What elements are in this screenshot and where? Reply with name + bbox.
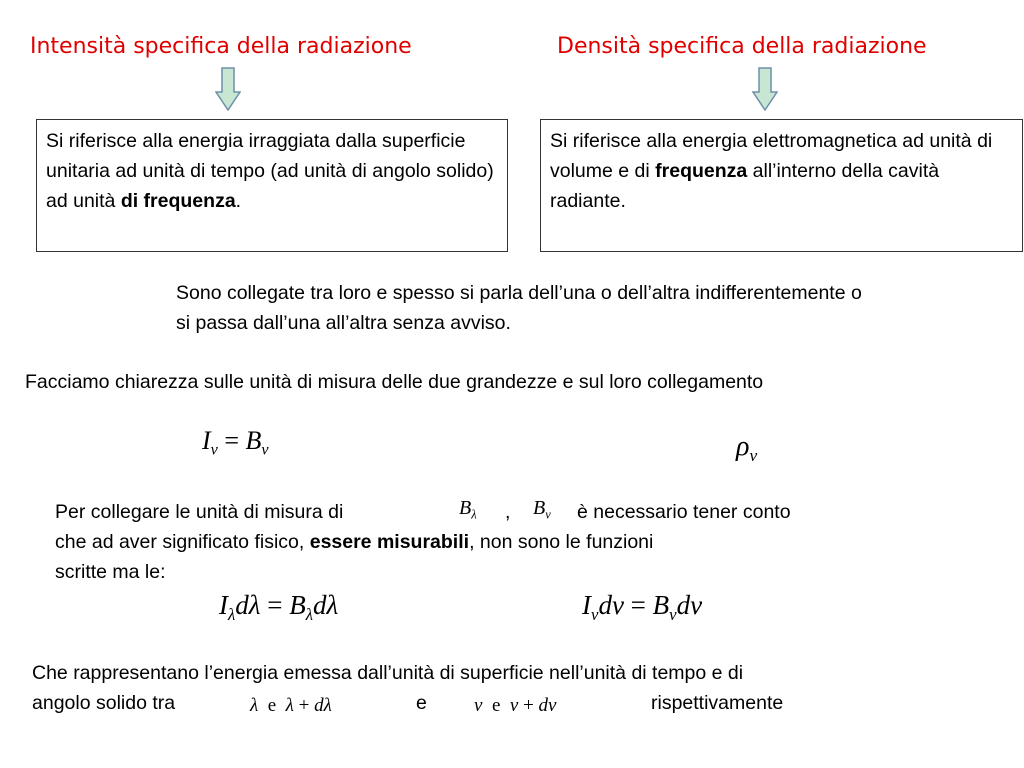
- symbol-b-nu: $B_\nu$: [533, 497, 551, 522]
- box-left-text: Si riferisce alla energia irraggiata dalla superficie unitaria ad unità di tempo (ad unità di angolo solido) ad unità: [46, 130, 494, 212]
- paragraph-rappresentano-line2: angolo solido tra: [32, 692, 176, 714]
- paragraph-collegare-line3: scritte ma le:: [55, 561, 166, 583]
- paragraph-collegare-line1-end: è necessario tener conto: [577, 501, 791, 523]
- symbol-b-lambda: $B_\lambda$: [459, 497, 477, 522]
- line2-bold: essere misurabili: [309, 531, 470, 553]
- box-right-text: Si riferisce alla energia elettromagnetica ad unità di volume e di: [550, 130, 993, 182]
- equation-i-lambda: $I_\lambda d\lambda = B_\lambda d\lambda$: [219, 590, 339, 624]
- equation-i-nu: $I_\nu d\nu = B_\nu d\nu$: [582, 590, 703, 624]
- paragraph-collegare-comma: ,: [505, 501, 511, 523]
- range-nu: ν e ν + dν: [474, 695, 557, 716]
- heading-densita: Densità specifica della radiazione: [557, 34, 927, 59]
- paragraph-collegate: Sono collegate tra loro e spesso si parla dell’una o dell’altra indifferentemente o si passa dall’una all’altra senza avviso.: [176, 282, 862, 334]
- equation-rho-nu: $\rho_\nu$: [736, 431, 758, 466]
- paragraph-chiarezza: Facciamo chiarezza sulle unità di misura delle due grandezze e sul loro collegamento: [25, 371, 764, 393]
- box-right-end: all’interno della cavità radiante.: [550, 160, 940, 212]
- down-arrow-icon: [752, 67, 778, 111]
- box-densita: [540, 119, 1023, 252]
- paragraph-collegare-line1: Per collegare le unità di misura di: [55, 501, 344, 523]
- paragraph-rappresentano-connector: e: [416, 692, 427, 714]
- down-arrow-icon: [215, 67, 241, 111]
- box-intensita: [36, 119, 508, 252]
- equation-i-nu-eq-b-nu: $I_\nu = B_\nu$: [202, 426, 269, 459]
- box-left-end: .: [235, 190, 242, 212]
- paragraph-rappresentano-end: rispettivamente: [651, 692, 784, 714]
- paragraph-collegare-line2: [55, 527, 653, 557]
- heading-intensita: Intensità specifica della radiazione: [30, 34, 412, 59]
- box-right-bold: frequenza: [655, 160, 748, 182]
- line2-start: che ad aver significato fisico,: [55, 531, 310, 553]
- line2-end: , non sono le funzioni: [469, 531, 654, 553]
- range-lambda: λ e λ + dλ: [250, 695, 332, 716]
- paragraph-rappresentano-line1: Che rappresentano l’energia emessa dall’unità di superficie nell’unità di tempo e di: [32, 662, 744, 684]
- box-left-bold: di frequenza: [120, 190, 236, 212]
